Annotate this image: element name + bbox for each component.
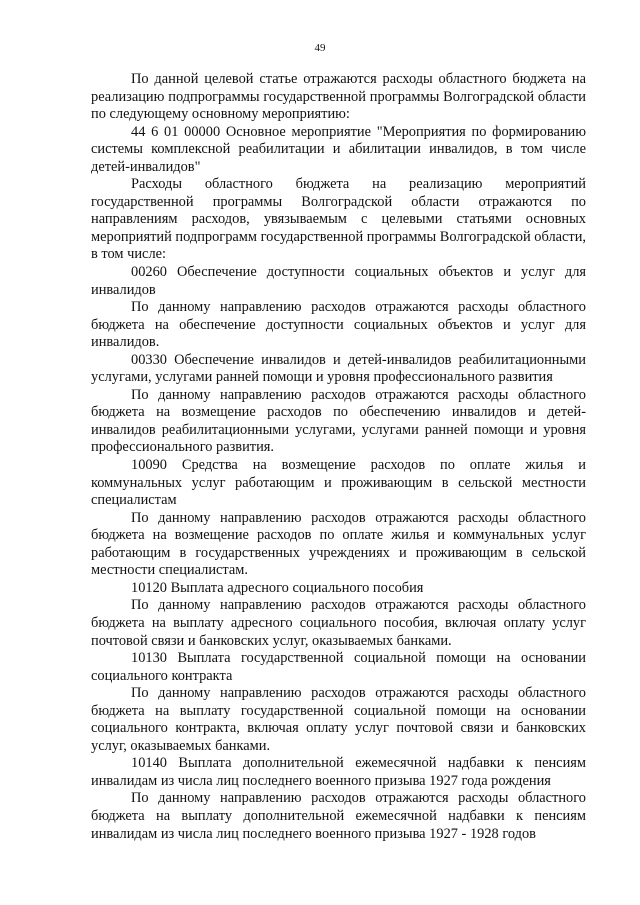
heading-10120: 10120 Выплата адресного социального пособия: [131, 579, 424, 596]
heading-10090: 10090 Средства на возмещение расходов по оплате жилья и коммунальных услуг работающим и проживающим в сельской местности специалистам: [91, 457, 586, 509]
document-body: [91, 71, 586, 843]
heading-10130: 10130 Выплата государственной социальной помощи на основании социального контракта: [91, 650, 586, 684]
paragraph-00260-description: По данному направлению расходов отражаются расходы областного бюджета на обеспечение доступности социальных объектов и услуг для инвалидов.: [91, 299, 586, 351]
paragraph-main-activity: 44 6 01 00000 Основное мероприятие "Мероприятия по формированию системы комплексной реабилитации и абилитации инвалидов, в том числе детей-инвалидов": [91, 123, 586, 175]
paragraph-10130-description: По данному направлению расходов отражаются расходы областного бюджета на выплату государственной социальной помощи на основании социального контракта, включая оплату услуг почтовой связи и банковских услуг, оказываемых банками.: [91, 685, 586, 754]
page-number: 49: [314, 42, 326, 54]
heading-00260: 00260 Обеспечение доступности социальных объектов и услуг для инвалидов: [91, 264, 586, 298]
heading-10140: 10140 Выплата дополнительной ежемесячной надбавки к пенсиям инвалидам из числа лиц последнего военного призыва 1927 года рождения: [91, 755, 586, 789]
paragraph-expenses-directions: Расходы областного бюджета на реализацию мероприятий государственной программы Волгоградской области отражаются по направлениям расходов, увязываемым с целевыми статьями основных мероприятий подпрограмм государственной программы Волгоградской области, в том числе:: [91, 176, 586, 263]
paragraph-10140-description: По данному направлению расходов отражаются расходы областного бюджета на выплату дополнительной ежемесячной надбавки к пенсиям инвалидам из числа лиц последнего военного призыва 1927 - 1928 годов: [91, 790, 586, 842]
paragraph-10090-description: По данному направлению расходов отражаются расходы областного бюджета на возмещение расходов по оплате жилья и коммунальных услуг работающим в государственных учреждениях и проживающим в сельской местности специалистам.: [91, 509, 586, 579]
paragraph-10120-description: По данному направлению расходов отражаются расходы областного бюджета на выплату адресного социального пособия, включая оплату услуг почтовой связи и банковских услуг, оказываемых банками.: [91, 597, 586, 649]
paragraph-intro: По данной целевой статье отражаются расходы областного бюджета на реализацию подпрограммы государственной программы Волгоградской области по следующему основному мероприятию:: [91, 71, 586, 123]
heading-00330: 00330 Обеспечение инвалидов и детей-инвалидов реабилитационными услугами, услугами ранней помощи и уровня профессионального развития: [91, 351, 586, 386]
paragraph-00330-description: По данному направлению расходов отражаются расходы областного бюджета на возмещение расходов по обеспечению инвалидов и детей-инвалидов реабилитационными услугами, услугами ранней помощи и уровня профессионального развития.: [91, 386, 586, 456]
